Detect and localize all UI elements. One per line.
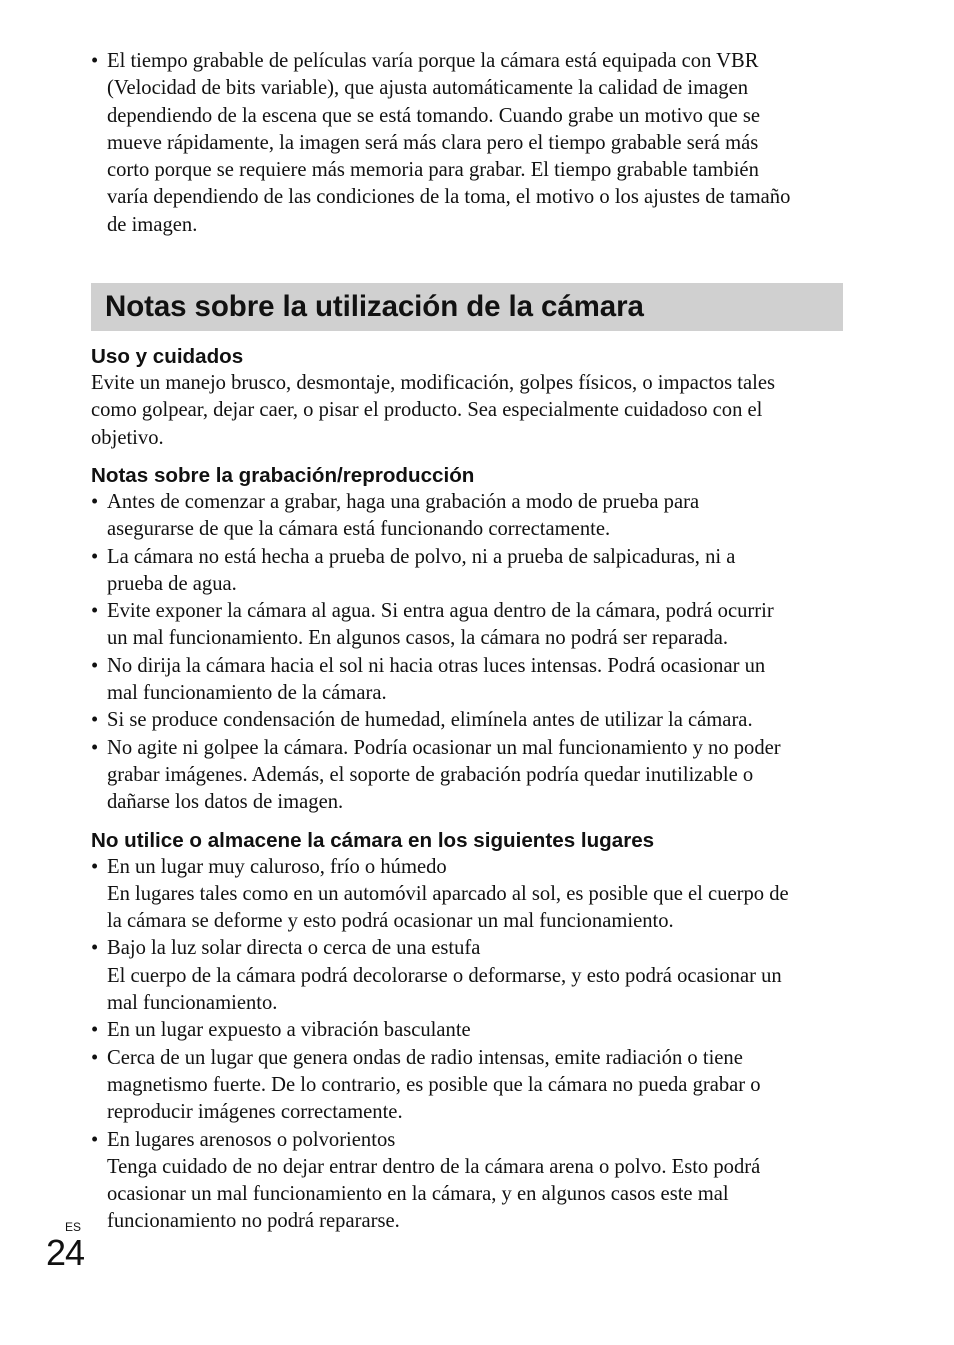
language-label: ES	[65, 1220, 82, 1234]
text-line: funcionamiento no podrá repararse.	[107, 1210, 400, 1233]
list-item	[91, 653, 843, 708]
text-line: grabar imágenes. Además, el soporte de grabación podría quedar inutilizable o	[107, 763, 754, 786]
subheading-lugares: No utilice o almacene la cámara en los siguientes lugares	[91, 828, 655, 852]
text-line: • Si se produce condensación de humedad, elimínela antes de utilizar la cámara.	[107, 709, 753, 732]
text-line: Evite un manejo brusco, desmontaje, modificación, golpes físicos, o impactos tales	[91, 372, 776, 395]
text-line: varía dependiendo de las condiciones de la toma, el motivo o los ajustes de tamaño	[107, 186, 791, 209]
uso-paragraph	[91, 370, 843, 452]
page-number: 24	[46, 1232, 85, 1273]
text-line: • En un lugar muy caluroso, frío o húmedo	[107, 855, 447, 878]
text-line: mal funcionamiento.	[107, 992, 278, 1015]
text-line: mal funcionamiento de la cámara.	[107, 682, 387, 705]
text-line: como golpear, dejar caer, o pisar el producto. Sea especialmente cuidadoso con el	[91, 399, 763, 422]
page-content	[91, 48, 843, 1236]
text-line: • Bajo la luz solar directa o cerca de una estufa	[107, 937, 481, 960]
text-line: • La cámara no está hecha a prueba de polvo, ni a prueba de salpicaduras, ni a	[107, 545, 736, 568]
text-line: En lugares tales como en un automóvil aparcado al sol, es posible que el cuerpo de	[107, 882, 789, 905]
section-title: Notas sobre la utilización de la cámara	[105, 290, 644, 324]
text-line: • Cerca de un lugar que genera ondas de radio intensas, emite radiación o tiene	[107, 1046, 743, 1069]
text-line: • El tiempo grabable de películas varía porque la cámara está equipada con VBR	[107, 50, 759, 72]
text-line: dependiendo de la escena que se está tomando. Cuando grabe un motivo que se	[107, 104, 761, 127]
text-line: El cuerpo de la cámara podrá decolorarse o deformarse, y esto podrá ocasionar un	[107, 964, 782, 987]
text-line: magnetismo fuerte. De lo contrario, es posible que la cámara no pueda grabar o	[107, 1073, 761, 1096]
text-line: prueba de agua.	[107, 572, 237, 595]
subheading-uso: Uso y cuidados	[91, 345, 244, 369]
text-line: de imagen.	[107, 213, 198, 236]
list-item	[91, 1017, 843, 1044]
text-line: corto porque se requiere más memoria para grabar. El tiempo grabable también	[107, 159, 759, 182]
list-item	[91, 544, 843, 599]
grabacion-list	[91, 489, 843, 817]
text-line: objetivo.	[91, 426, 164, 449]
text-line: • Evite exponer la cámara al agua. Si entra agua dentro de la cámara, podrá ocurrir	[107, 600, 774, 623]
section-title-band	[91, 283, 843, 331]
text-line: ocasionar un mal funcionamiento en la cámara, y en algunos casos este mal	[107, 1183, 729, 1206]
text-line: • En un lugar expuesto a vibración basculante	[107, 1019, 471, 1042]
list-item	[91, 48, 843, 239]
text-line: • En lugares arenosos o polvorientos	[107, 1128, 396, 1151]
text-line: un mal funcionamiento. En algunos casos, la cámara no podrá ser reparada.	[107, 627, 729, 650]
list-item	[91, 598, 843, 653]
list-item	[91, 854, 843, 936]
lugares-list	[91, 854, 843, 1236]
list-item	[91, 489, 843, 544]
list-item	[91, 1045, 843, 1127]
text-line: dañarse los datos de imagen.	[107, 791, 344, 814]
intro-list	[91, 48, 843, 239]
list-item	[91, 1127, 843, 1236]
text-line: mueve rápidamente, la imagen será más clara pero el tiempo grabable será más	[107, 131, 759, 154]
text-line: • Antes de comenzar a grabar, haga una grabación a modo de prueba para	[107, 490, 700, 513]
text-line: • No dirija la cámara hacia el sol ni hacia otras luces intensas. Podrá ocasionar un	[107, 654, 766, 677]
list-item	[91, 735, 843, 817]
text-line: asegurarse de que la cámara está funcionando correctamente.	[107, 518, 611, 541]
text-line: • No agite ni golpee la cámara. Podría ocasionar un mal funcionamiento y no poder	[107, 736, 781, 759]
list-item	[91, 935, 843, 1017]
text-line: (Velocidad de bits variable), que ajusta automáticamente la calidad de imagen	[107, 77, 748, 100]
text-line: reproducir imágenes correctamente.	[107, 1101, 403, 1124]
subheading-grabacion: Notas sobre la grabación/reproducción	[91, 463, 475, 487]
text-line: la cámara se deforme y esto podrá ocasionar un mal funcionamiento.	[107, 910, 674, 933]
text-line: Tenga cuidado de no dejar entrar dentro de la cámara arena o polvo. Esto podrá	[107, 1155, 761, 1178]
list-item	[91, 707, 843, 734]
